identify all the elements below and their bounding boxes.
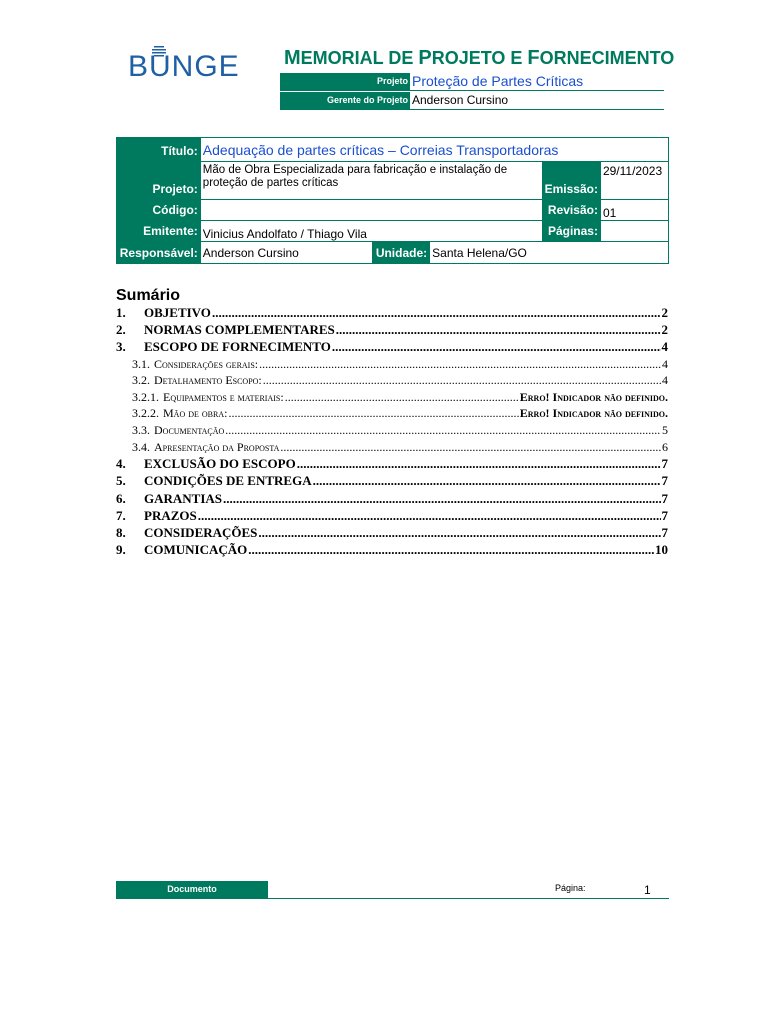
toc-item[interactable] (116, 305, 668, 322)
toc-item[interactable] (116, 508, 668, 525)
document-info-table (116, 137, 669, 264)
toc-leader (228, 406, 518, 421)
header-project-value: Proteção de Partes Críticas (412, 73, 584, 89)
project-label: Projeto: (117, 162, 201, 200)
toc-item-title: Detalhamento Escopo: (154, 373, 262, 388)
toc-item-title: COMUNICAÇÃO (144, 542, 248, 558)
toc-item-page: 5 (662, 422, 668, 437)
info-row-title (117, 138, 669, 162)
toc-leader (212, 305, 661, 321)
revision-label: Revisão: (542, 200, 600, 221)
toc-item-number: 7. (116, 507, 126, 523)
toc-leader (198, 508, 661, 524)
header-manager-value: Anderson Cursino (412, 93, 509, 107)
toc-subitem[interactable] (116, 423, 668, 440)
toc-item-number: 3.3. (132, 422, 150, 437)
project-value: Mão de Obra Especializada para fabricação e instalação de proteção de partes críticas (200, 162, 542, 200)
code-label: Código: (117, 200, 201, 221)
toc-item[interactable] (116, 542, 668, 559)
toc-item[interactable] (116, 491, 668, 508)
toc-item[interactable] (116, 322, 668, 339)
toc-item[interactable] (116, 339, 668, 356)
toc-item-title: PRAZOS (144, 507, 197, 523)
toc-item-title: Apresentação da Proposta (154, 439, 280, 454)
toc-leader (223, 491, 660, 507)
toc-item-title: Mão de obra: (163, 406, 228, 421)
responsible-value: Anderson Cursino (200, 242, 372, 264)
toc-item-page: 7 (661, 507, 668, 523)
footer-document-label: Documento (116, 881, 268, 898)
toc-item-number: 3.4. (132, 439, 150, 454)
toc-item-page: 2 (661, 322, 668, 338)
header-manager-label: Gerente do Projeto (280, 92, 410, 109)
toc-subitem[interactable] (116, 390, 668, 407)
toc-subitem[interactable] (116, 406, 668, 423)
document-title: MEMORIAL DE PROJETO E FORNECIMENTO (284, 47, 675, 69)
toc-leader (336, 322, 661, 338)
pages-value (600, 221, 668, 242)
toc-leader (258, 525, 660, 541)
toc-item[interactable] (116, 525, 668, 542)
toc-item-page: 6 (662, 439, 668, 454)
toc-item-page: 4 (662, 356, 668, 371)
toc-item-title: Equipamentos e materiais: (163, 389, 284, 404)
toc-item[interactable] (116, 473, 668, 490)
toc-item-page: 10 (655, 542, 668, 558)
toc-item-page: 7 (661, 524, 668, 540)
toc-item[interactable] (116, 456, 668, 473)
toc-leader (285, 390, 519, 405)
toc-item-number: 3.2. (132, 373, 150, 388)
toc-item-title: Considerações gerais: (154, 356, 259, 371)
toc-leader (280, 440, 661, 455)
toc-item-number: 3. (116, 339, 126, 355)
title-label: Título: (117, 138, 201, 162)
pages-label: Páginas: (542, 221, 600, 242)
toc-leader (332, 339, 661, 355)
revision-value: 01 (600, 200, 668, 221)
toc-item-number: 6. (116, 490, 126, 506)
responsible-label: Responsável: (117, 242, 201, 264)
toc-item-number: 3.2.1. (132, 389, 159, 404)
toc-item-page: 4 (661, 339, 668, 355)
toc-item-page-error: Erro! Indicador não definido. (519, 389, 668, 404)
toc-subitem[interactable] (116, 440, 668, 457)
toc-leader (225, 423, 661, 438)
toc-leader (297, 456, 661, 472)
toc-item-number: 3.2.2. (132, 406, 159, 421)
page-footer (116, 881, 669, 899)
logo-text: BUNGE (128, 50, 240, 83)
toc-subitem[interactable] (116, 357, 668, 374)
toc-item-page: 7 (661, 456, 668, 472)
title-value: Adequação de partes críticas – Correias Transportadoras (200, 138, 668, 162)
toc-item-title: ESCOPO DE FORNECIMENTO (144, 339, 331, 355)
header-manager-row (280, 92, 664, 110)
toc-item-title: OBJETIVO (144, 305, 211, 320)
toc-item-number: 9. (116, 542, 126, 558)
toc-item-page: 2 (661, 305, 668, 320)
toc-item-number: 1. (116, 305, 126, 320)
toc-leader (259, 357, 661, 372)
info-row-code (117, 200, 669, 221)
table-of-contents (116, 305, 668, 559)
info-row-issuer (117, 221, 669, 242)
issuer-label: Emitente: (117, 221, 201, 242)
header-project-label: Projeto (280, 73, 410, 90)
toc-item-page-error: Erro! Indicador não definido. (519, 406, 668, 421)
footer-page-number: 1 (644, 883, 651, 897)
toc-item-number: 3.1. (132, 356, 150, 371)
code-value (200, 200, 542, 221)
toc-item-title: NORMAS COMPLEMENTARES (144, 322, 335, 338)
toc-item-page: 7 (661, 473, 668, 489)
toc-item-title: CONDIÇÕES DE ENTREGA (144, 473, 312, 489)
toc-item-number: 8. (116, 524, 126, 540)
toc-item-page: 4 (662, 373, 668, 388)
toc-subitem[interactable] (116, 373, 668, 390)
toc-item-number: 5. (116, 473, 126, 489)
emission-label: Emissão: (542, 162, 600, 200)
toc-leader (248, 542, 654, 558)
unit-value: Santa Helena/GO (430, 242, 669, 264)
issuer-value: Vinicius Andolfato / Thiago Vila (200, 221, 542, 242)
toc-item-number: 2. (116, 322, 126, 338)
toc-item-number: 4. (116, 456, 126, 472)
info-row-project (117, 162, 669, 200)
unit-label: Unidade: (372, 242, 430, 264)
toc-leader (313, 473, 661, 489)
toc-item-title: EXCLUSÃO DO ESCOPO (144, 456, 296, 472)
info-row-responsible (117, 242, 669, 264)
toc-leader (263, 373, 661, 388)
toc-item-page: 7 (661, 490, 668, 506)
toc-heading: Sumário (116, 287, 181, 304)
header-project-row (280, 73, 664, 91)
toc-item-title: GARANTIAS (144, 490, 223, 506)
toc-item-title: Documentação (154, 422, 225, 437)
emission-value: 29/11/2023 (600, 162, 668, 200)
footer-page-label: Página: (555, 883, 586, 893)
toc-item-title: CONSIDERAÇÕES (144, 524, 258, 540)
